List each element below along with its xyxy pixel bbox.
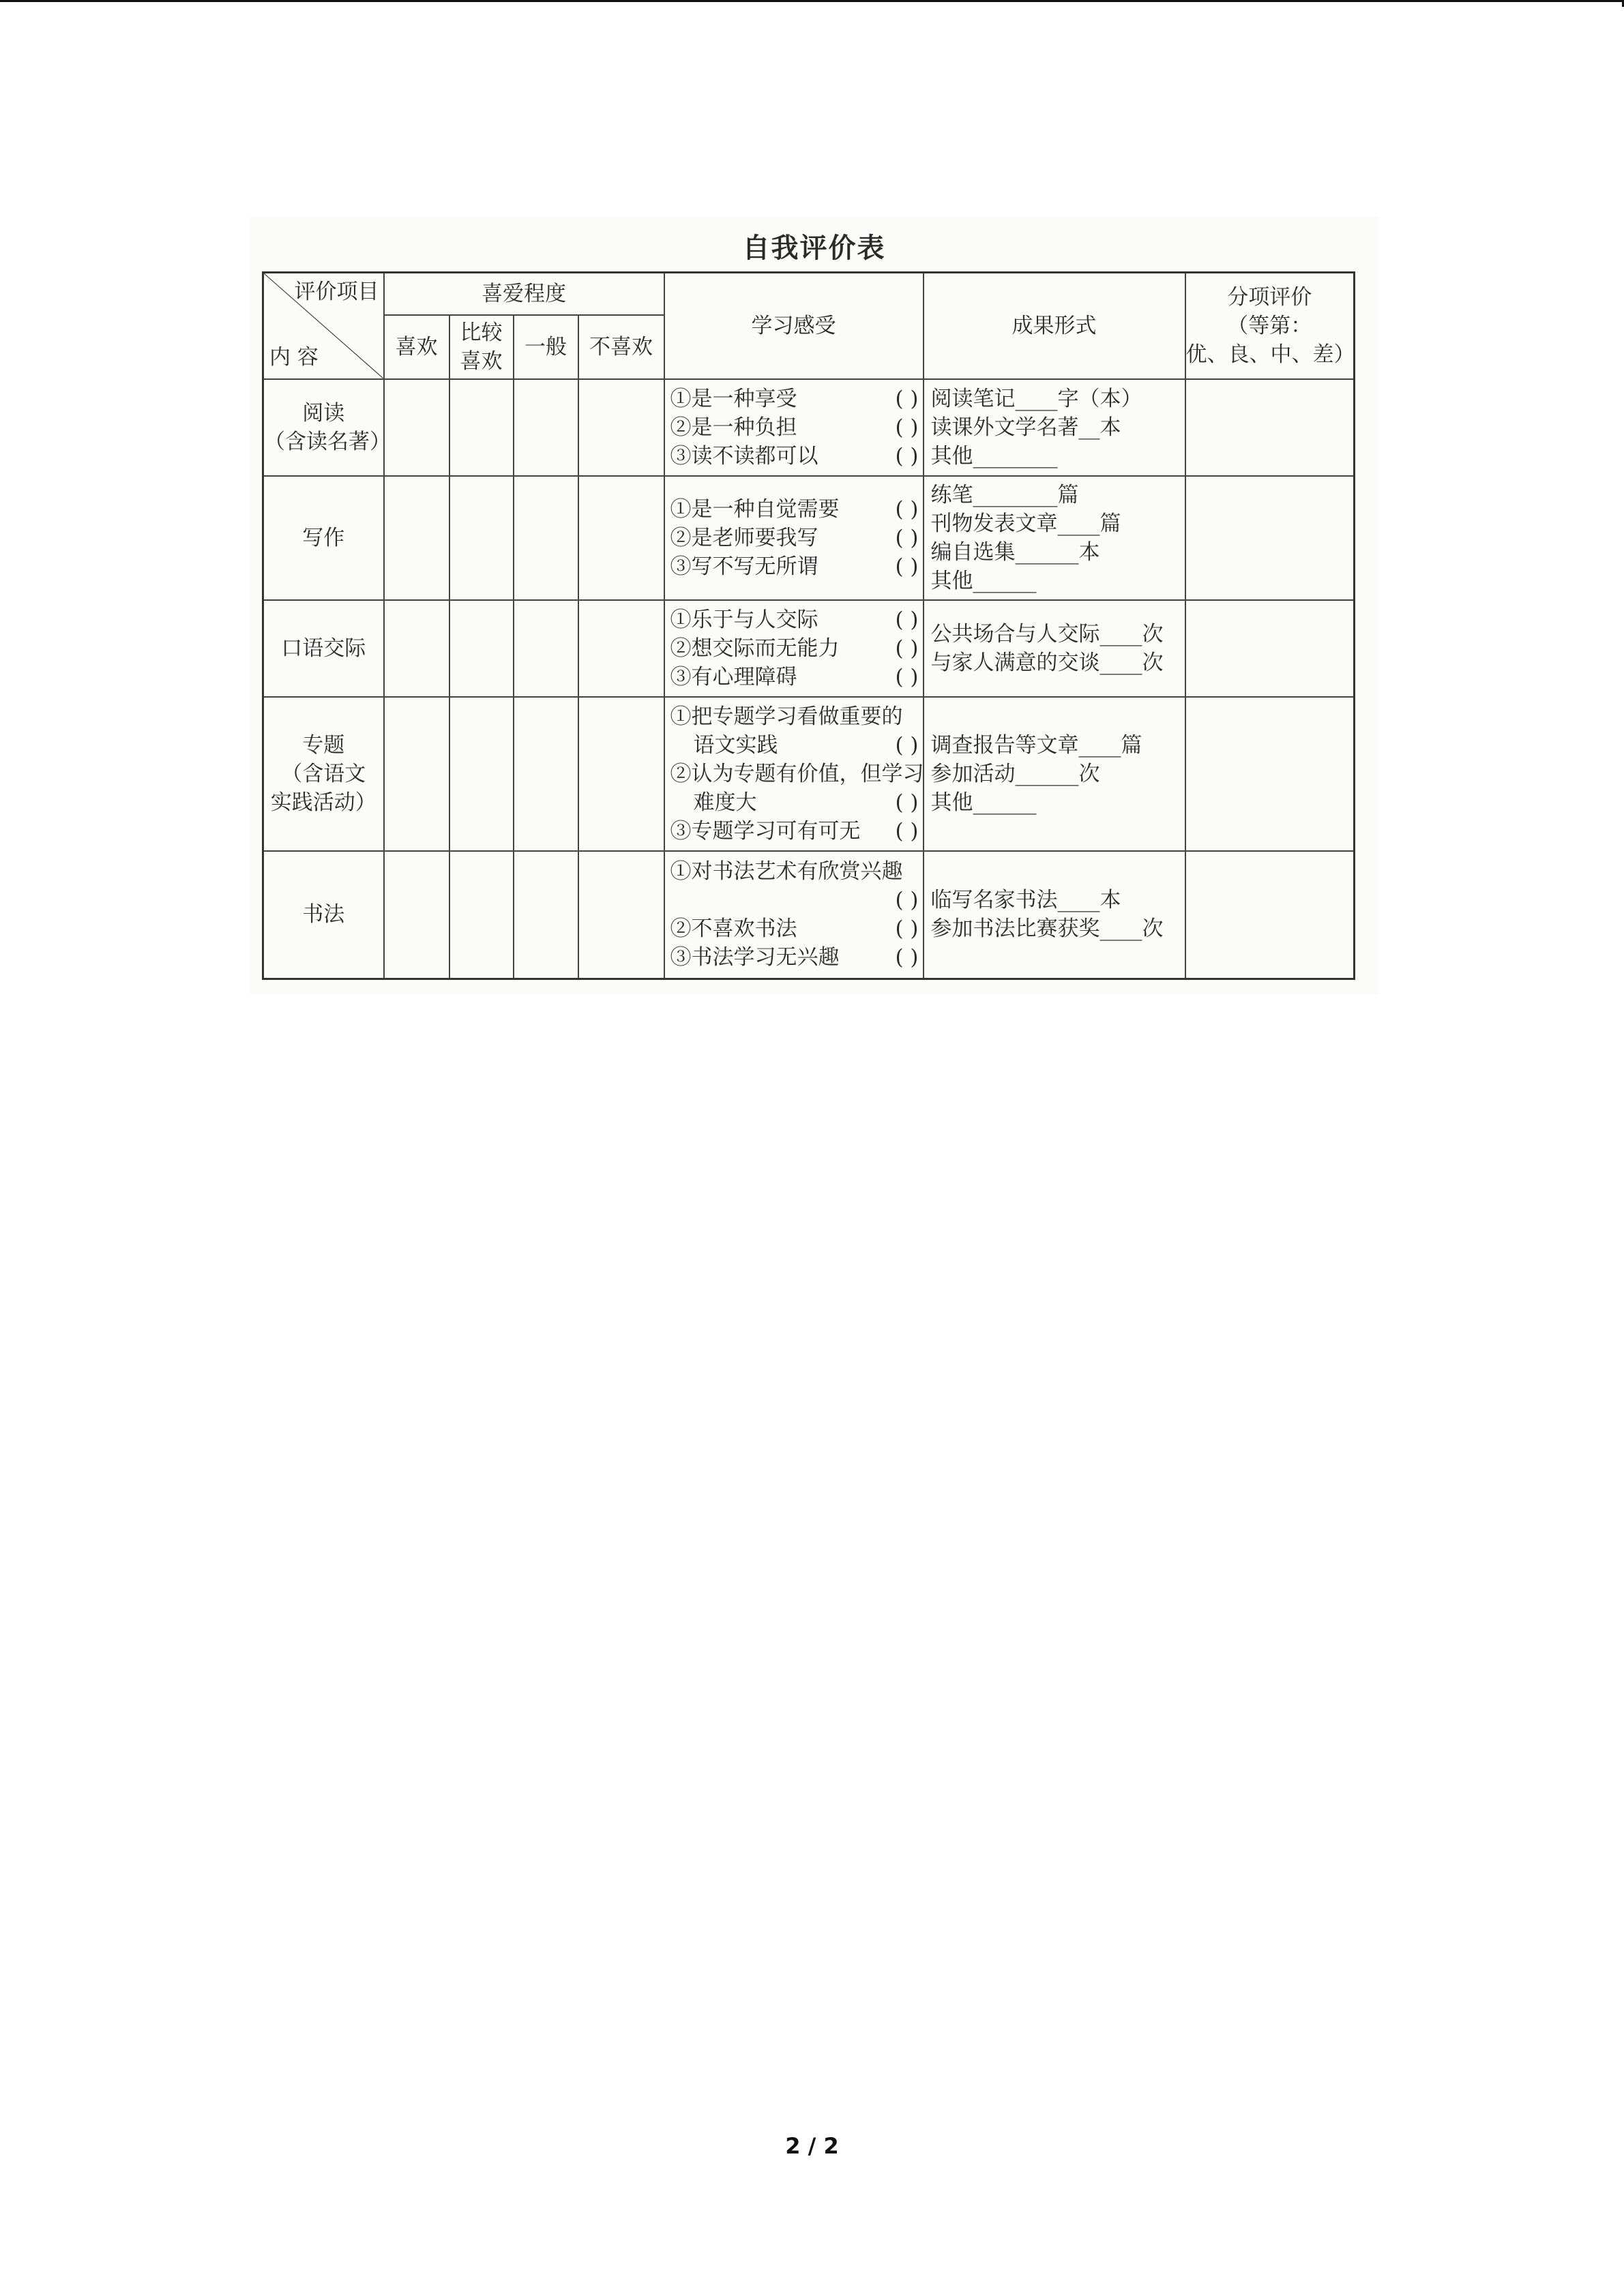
feeling-option	[670, 606, 920, 634]
content-line: （含读名著）	[264, 429, 391, 454]
feeling-option	[670, 413, 920, 442]
feeling-option-text: ①是一种自觉需要	[670, 496, 840, 522]
table-row	[263, 476, 1355, 600]
answer-blank[interactable]: ( )	[895, 664, 919, 689]
like-degree-cell[interactable]	[449, 851, 514, 979]
like-degree-cell[interactable]	[449, 600, 514, 697]
diagonal-header-cell	[263, 273, 384, 379]
row-content-label	[263, 851, 384, 979]
like-degree-cell[interactable]	[578, 379, 664, 476]
feeling-option	[670, 886, 920, 914]
page-indicator: 2 / 2	[785, 2133, 839, 2159]
answer-blank[interactable]: ( )	[895, 818, 919, 844]
item-eval-cell[interactable]	[1185, 600, 1355, 697]
header-learning-feeling: 学习感受	[664, 273, 924, 379]
row-content-label	[263, 600, 384, 697]
feeling-option-text: ③有心理障碍	[670, 664, 797, 689]
learning-feeling-cell	[664, 600, 924, 697]
row-content-label	[263, 379, 391, 476]
result-form-line[interactable]: 练笔________篇	[930, 482, 1079, 507]
row-content-label	[263, 476, 384, 600]
header-average: 一般	[514, 315, 578, 379]
result-form-line[interactable]: 与家人满意的交谈____次	[930, 650, 1164, 675]
table-row	[263, 697, 1355, 851]
item-eval-cell[interactable]	[1185, 379, 1355, 476]
header-eval-item: 评价项目	[294, 280, 379, 304]
header-like-degree: 喜爱程度	[384, 273, 664, 315]
content-line: 实践活动）	[270, 790, 377, 815]
learning-feeling-cell	[664, 851, 924, 979]
answer-blank[interactable]	[919, 702, 920, 731]
feeling-option-text: ②想交际而无能力	[670, 636, 840, 661]
result-form-line[interactable]: 其他________	[930, 443, 1058, 468]
like-degree-cell[interactable]	[514, 476, 578, 600]
content-line: （含语文	[281, 761, 366, 786]
result-form-cell	[924, 600, 1185, 697]
header-item-eval-line1: 分项评价	[1227, 284, 1312, 310]
feeling-option-text: ①把专题学习看做重要的	[670, 704, 903, 729]
content-line: 口语交际	[281, 636, 366, 661]
self-evaluation-table	[262, 271, 1355, 980]
item-eval-cell[interactable]	[1185, 697, 1355, 851]
learning-feeling-cell	[664, 476, 924, 600]
feeling-option-text: ②认为专题有价值，但学习	[670, 761, 924, 786]
feeling-option	[670, 634, 920, 663]
like-degree-cell[interactable]	[449, 697, 514, 851]
like-degree-cell[interactable]	[578, 697, 664, 851]
feeling-option	[670, 914, 920, 943]
header-item-eval-line2: （等第：	[1227, 313, 1312, 338]
feeling-option	[670, 731, 920, 760]
answer-blank[interactable]: ( )	[895, 945, 919, 970]
row-content-label	[263, 697, 384, 851]
feeling-option	[670, 442, 920, 471]
feeling-option	[670, 702, 920, 731]
result-form-cell	[924, 476, 1185, 600]
content-line: 书法	[302, 902, 345, 927]
feeling-option-text: ②是一种负担	[670, 415, 797, 440]
header-item-eval-line3: 优、良、中、差）	[1185, 342, 1355, 367]
result-form-line[interactable]: 其他______	[930, 790, 1037, 815]
feeling-option-text: ①是一种享受	[670, 386, 797, 411]
feeling-option	[670, 552, 920, 581]
answer-blank[interactable]	[919, 857, 920, 886]
feeling-option-text: ②是老师要我写	[670, 525, 818, 550]
learning-feeling-cell	[664, 379, 924, 476]
result-form-cell	[924, 379, 1185, 476]
table-row	[263, 379, 1355, 476]
answer-blank[interactable]: ( )	[895, 554, 919, 579]
header-content: 内 容	[269, 344, 319, 370]
feeling-option	[670, 495, 920, 524]
content-line: 专题	[302, 732, 345, 758]
feeling-option-text: ③写不写无所谓	[670, 554, 818, 579]
feeling-option	[670, 663, 920, 691]
content-line: 阅读	[302, 400, 345, 426]
item-eval-cell[interactable]	[1185, 476, 1355, 600]
result-form-line[interactable]: 参加活动______次	[930, 761, 1100, 786]
feeling-option-text: ③专题学习可有可无	[670, 818, 861, 844]
answer-blank[interactable]: ( )	[895, 888, 919, 913]
like-degree-cell[interactable]	[514, 379, 578, 476]
content-line: 写作	[302, 525, 345, 550]
header-result-form: 成果形式	[924, 273, 1185, 379]
result-form-line[interactable]: 参加书法比赛获奖____次	[930, 916, 1164, 942]
answer-blank[interactable]: ( )	[895, 916, 919, 942]
feeling-option-text: ②不喜欢书法	[670, 916, 797, 942]
answer-blank[interactable]: ( )	[895, 386, 919, 411]
result-form-line[interactable]: 临写名家书法____本	[930, 888, 1121, 913]
result-form-line[interactable]: 刊物发表文章____篇	[930, 511, 1121, 536]
feeling-option-text: 难度大	[693, 790, 757, 815]
feeling-option	[670, 943, 920, 972]
top-border-line	[0, 0, 1624, 2]
feeling-option	[670, 817, 920, 846]
like-degree-cell[interactable]	[578, 476, 664, 600]
answer-blank[interactable]: ( )	[895, 415, 919, 440]
result-form-line[interactable]: 其他______	[930, 568, 1037, 593]
like-degree-cell[interactable]	[449, 476, 514, 600]
item-eval-cell[interactable]	[1185, 851, 1355, 979]
feeling-option	[670, 524, 920, 552]
learning-feeling-cell	[664, 697, 924, 851]
like-degree-cell[interactable]	[384, 851, 449, 979]
header-dislike: 不喜欢	[578, 315, 664, 379]
answer-blank[interactable]: ( )	[895, 443, 919, 468]
feeling-option-text: ③书法学习无兴趣	[670, 945, 840, 970]
like-degree-cell[interactable]	[578, 600, 664, 697]
feeling-option	[670, 760, 924, 788]
answer-blank[interactable]: ( )	[895, 790, 919, 815]
feeling-option	[670, 385, 920, 413]
table-title: 自我评价表	[742, 233, 886, 264]
like-degree-cell[interactable]	[384, 476, 449, 600]
like-degree-cell[interactable]	[384, 697, 449, 851]
result-form-line[interactable]: 编自选集______本	[930, 539, 1100, 565]
feeling-option	[670, 857, 920, 886]
result-form-line[interactable]: 读课外文学名著__本	[930, 415, 1121, 440]
answer-blank[interactable]: ( )	[895, 525, 919, 550]
feeling-option-text: ①对书法艺术有欣赏兴趣	[670, 859, 903, 884]
answer-blank[interactable]: ( )	[895, 607, 919, 632]
like-degree-cell[interactable]	[514, 600, 578, 697]
header-item-eval	[1185, 273, 1355, 379]
result-form-line[interactable]: 公共场合与人交际____次	[930, 621, 1164, 646]
like-degree-cell[interactable]	[514, 697, 578, 851]
table-row	[263, 851, 1355, 979]
result-form-cell	[924, 697, 1185, 851]
like-degree-cell[interactable]	[384, 379, 449, 476]
table-row	[263, 600, 1355, 697]
feeling-option	[670, 788, 920, 817]
like-degree-cell[interactable]	[578, 851, 664, 979]
result-form-cell	[924, 851, 1185, 979]
header-fairly-like	[449, 315, 514, 379]
answer-blank[interactable]: ( )	[895, 496, 919, 522]
feeling-option-text: 语文实践	[693, 732, 778, 758]
result-form-line[interactable]: 阅读笔记____字（本）	[930, 386, 1142, 411]
feeling-option-text: ③读不读都可以	[670, 443, 818, 468]
answer-blank[interactable]: ( )	[895, 732, 919, 758]
like-degree-cell[interactable]	[514, 851, 578, 979]
answer-blank[interactable]: ( )	[895, 636, 919, 661]
result-form-line[interactable]: 调查报告等文章____篇	[930, 732, 1142, 758]
header-like: 喜欢	[384, 315, 449, 379]
header-fairly-like-text: 比较喜欢	[460, 320, 503, 374]
like-degree-cell[interactable]	[449, 379, 514, 476]
answer-blank[interactable]	[924, 760, 926, 788]
like-degree-cell[interactable]	[384, 600, 449, 697]
feeling-option-text: ①乐于与人交际	[670, 607, 818, 632]
scanned-table-image	[250, 217, 1378, 994]
